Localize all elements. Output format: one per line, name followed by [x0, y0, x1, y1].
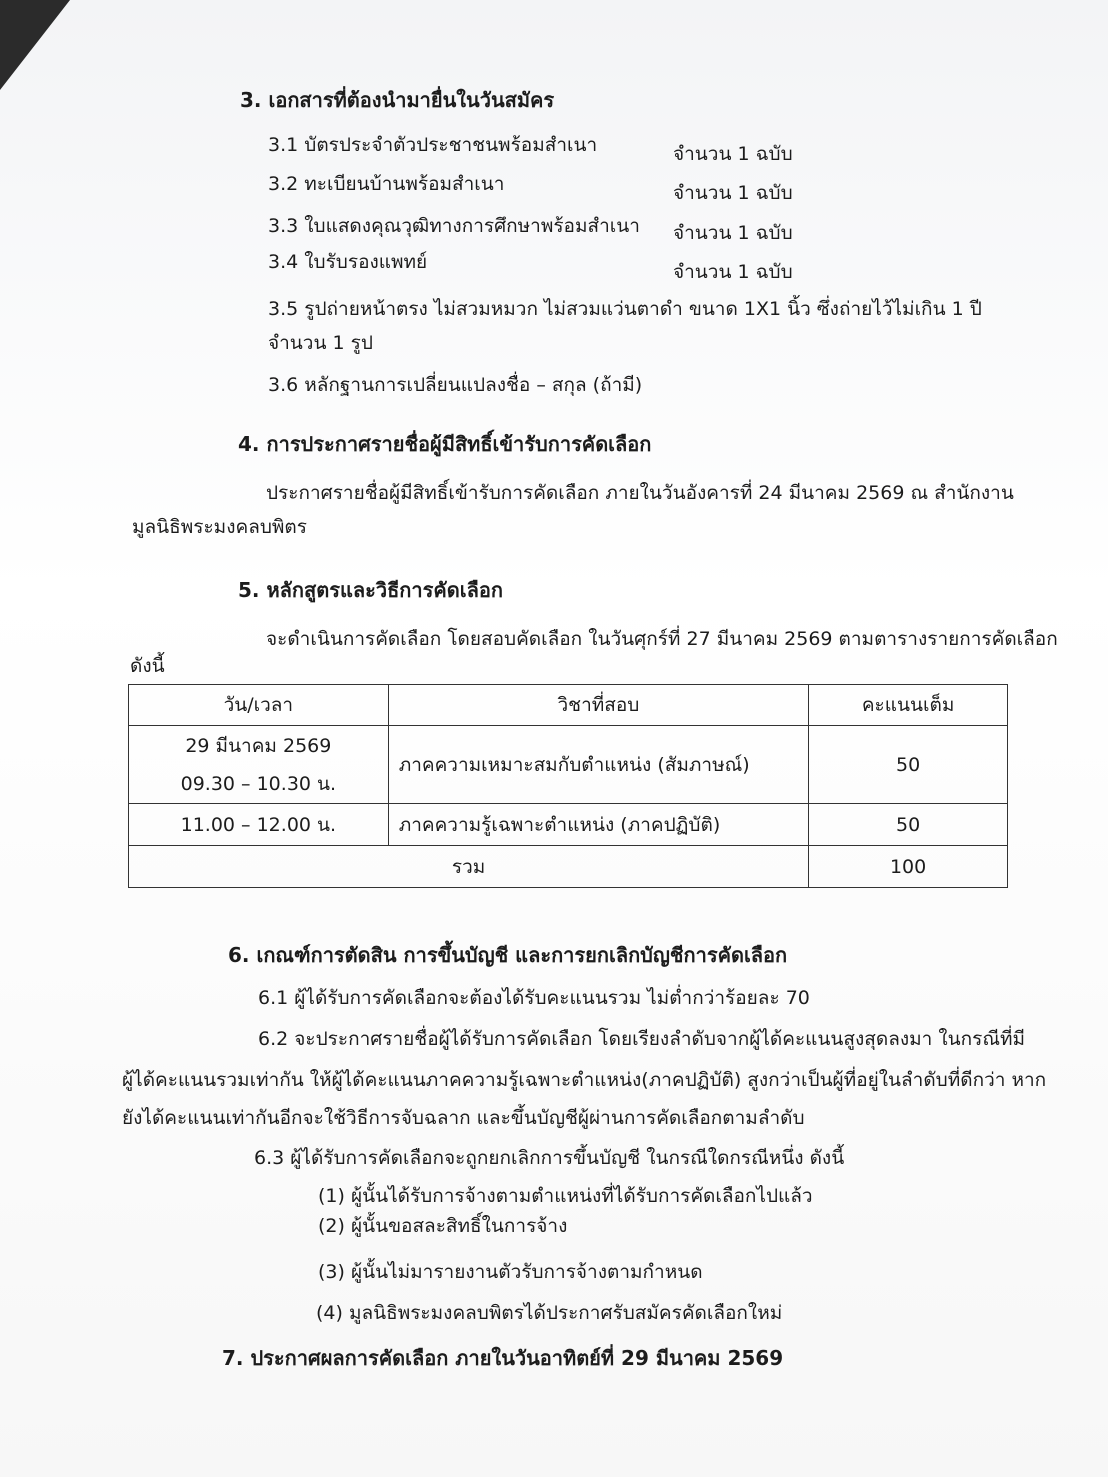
row-2-score: 50	[809, 804, 1008, 846]
section-7-heading: 7. ประกาศผลการคัดเลือก ภายในวันอาทิตย์ที่ 29 มีนาคม 2569	[222, 1346, 784, 1370]
header-score: คะแนนเต็ม	[809, 685, 1008, 726]
row-1-datetime	[129, 726, 389, 804]
section-6-3: 6.3 ผู้ได้รับการคัดเลือกจะถูกยกเลิกการขึ้นบัญชี ในกรณีใดกรณีหนึ่ง ดังนี้	[254, 1147, 845, 1169]
total-score: 100	[809, 846, 1008, 888]
section-6-2-line1: 6.2 จะประกาศรายชื่อผู้ได้รับการคัดเลือก โดยเรียงลำดับจากผู้ได้คะแนนสูงสุดลงมา ในกรณีที่มี	[258, 1028, 1026, 1050]
page-corner-shadow	[0, 0, 70, 90]
table-header-row	[129, 685, 1008, 726]
section-4-line-1: ประกาศรายชื่อผู้มีสิทธิ์เข้ารับการคัดเลือก ภายในวันอังคารที่ 24 มีนาคม 2569 ณ สำนักงาน	[266, 482, 1014, 504]
section-3-item-3-qty: จำนวน 1 ฉบับ	[673, 222, 793, 244]
table-row	[129, 804, 1008, 846]
section-3-item-5-line1: 3.5 รูปถ่ายหน้าตรง ไม่สวมหมวก ไม่สวมแว่นตาดำ ขนาด 1X1 นิ้ว ซึ่งถ่ายไว้ไม่เกิน 1 ปี	[268, 298, 982, 320]
section-3-item-3: 3.3 ใบแสดงคุณวุฒิทางการศึกษาพร้อมสำเนา	[268, 215, 640, 237]
section-5-heading: 5. หลักสูตรและวิธีการคัดเลือก	[238, 578, 503, 602]
row-1-time: 09.30 – 10.30 น.	[180, 772, 337, 795]
section-6-3-sub-4: (4) มูลนิธิพระมงคลบพิตรได้ประกาศรับสมัครคัดเลือกใหม่	[316, 1302, 783, 1324]
section-3-item-1: 3.1 บัตรประจำตัวประชาชนพร้อมสำเนา	[268, 134, 598, 156]
row-2-time: 11.00 – 12.00 น.	[129, 804, 389, 846]
exam-schedule-table	[128, 684, 1008, 888]
section-4-heading: 4. การประกาศรายชื่อผู้มีสิทธิ์เข้ารับการคัดเลือก	[238, 432, 652, 456]
section-6-2-line2: ผู้ได้คะแนนรวมเท่ากัน ให้ผู้ได้คะแนนภาคความรู้เฉพาะตำแหน่ง(ภาคปฏิบัติ) สูงกว่าเป็นผู้ที่อยู่ในลำดับที่ดีกว่า หาก	[122, 1069, 1047, 1091]
section-5-line-1: จะดำเนินการคัดเลือก โดยสอบคัดเลือก ในวันศุกร์ที่ 27 มีนาคม 2569 ตามตารางรายการคัดเลือก	[266, 628, 1058, 650]
row-2-subject: ภาคความรู้เฉพาะตำแหน่ง (ภาคปฏิบัติ)	[388, 804, 809, 846]
header-subject: วิชาที่สอบ	[388, 685, 809, 726]
row-1-date: 29 มีนาคม 2569	[185, 734, 332, 757]
section-3-heading: 3. เอกสารที่ต้องนำมายื่นในวันสมัคร	[240, 88, 555, 112]
section-6-1: 6.1 ผู้ได้รับการคัดเลือกจะต้องได้รับคะแนนรวม ไม่ต่ำกว่าร้อยละ 70	[258, 987, 810, 1009]
row-1-subject: ภาคความเหมาะสมกับตำแหน่ง (สัมภาษณ์)	[388, 726, 809, 804]
section-3-item-1-qty: จำนวน 1 ฉบับ	[673, 143, 793, 165]
row-1-score: 50	[809, 726, 1008, 804]
section-6-2-line3: ยังได้คะแนนเท่ากันอีกจะใช้วิธีการจับฉลาก และขึ้นบัญชีผู้ผ่านการคัดเลือกตามลำดับ	[122, 1107, 805, 1129]
section-3-item-4-qty: จำนวน 1 ฉบับ	[673, 261, 793, 283]
section-6-3-sub-1: (1) ผู้นั้นได้รับการจ้างตามตำแหน่งที่ได้รับการคัดเลือกไปแล้ว	[318, 1185, 813, 1207]
table-total-row	[129, 846, 1008, 888]
section-3-item-2-qty: จำนวน 1 ฉบับ	[673, 182, 793, 204]
section-3-item-5-line2: จำนวน 1 รูป	[268, 332, 373, 354]
section-3-item-6: 3.6 หลักฐานการเปลี่ยนแปลงชื่อ – สกุล (ถ้ามี)	[268, 374, 643, 396]
section-6-3-sub-2: (2) ผู้นั้นขอสละสิทธิ์ในการจ้าง	[318, 1215, 568, 1237]
section-3-item-2: 3.2 ทะเบียนบ้านพร้อมสำเนา	[268, 173, 505, 195]
section-6-heading: 6. เกณฑ์การตัดสิน การขึ้นบัญชี และการยกเลิกบัญชีการคัดเลือก	[228, 943, 788, 967]
table-row	[129, 726, 1008, 804]
section-3-item-4: 3.4 ใบรับรองแพทย์	[268, 251, 428, 273]
total-label: รวม	[129, 846, 809, 888]
header-date: วัน/เวลา	[129, 685, 389, 726]
section-6-3-sub-3: (3) ผู้นั้นไม่มารายงานตัวรับการจ้างตามกำหนด	[318, 1261, 703, 1283]
section-4-line-2: มูลนิธิพระมงคลบพิตร	[132, 516, 307, 538]
section-5-line-2: ดังนี้	[130, 655, 165, 677]
